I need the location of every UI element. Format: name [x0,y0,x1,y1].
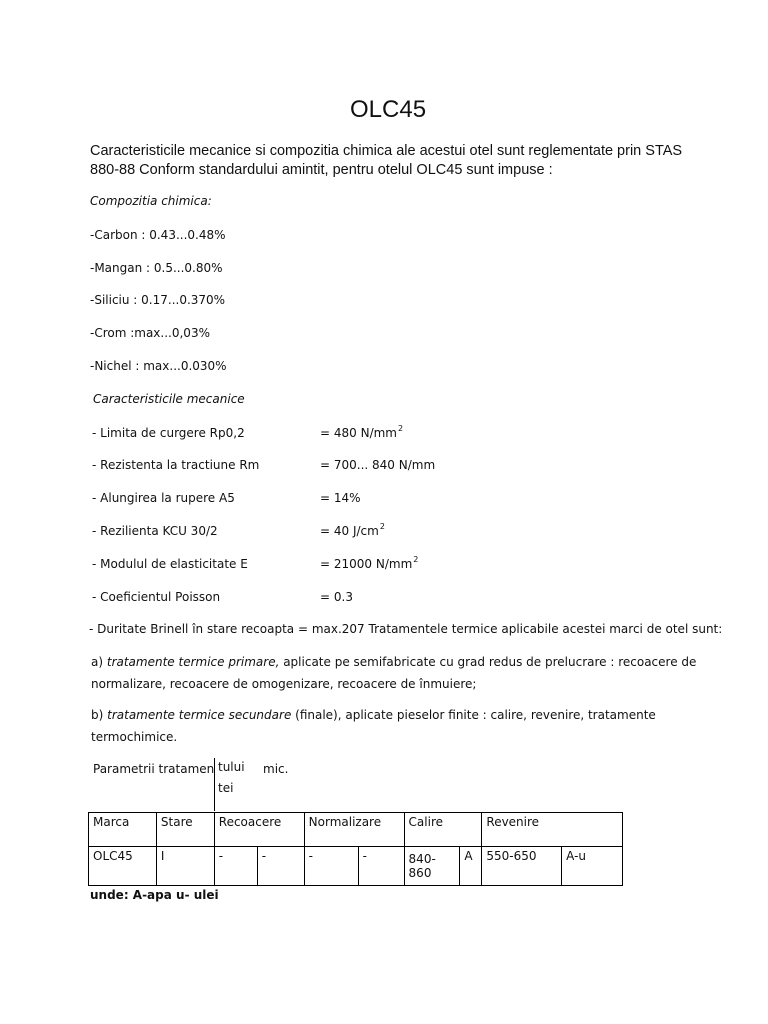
composition-nichel: -Nichel : max...0.030% [90,359,227,373]
cell-calire-temp: 840-860 [404,847,460,886]
page-title: OLC45 [350,96,427,123]
treatment-b-line-2: termochimice. [91,730,178,744]
header-revenire: Revenire [482,813,623,847]
header-normalizare: Normalizare [304,813,404,847]
mech-label-alungirea: - Alungirea la rupere A5 [92,491,235,505]
mech-label-rezistenta: - Rezistenta la tractiune Rm [92,458,260,472]
header-recoacere: Recoacere [214,813,304,847]
params-header-part2b: tei [218,781,234,795]
treatment-b-line-1: b) tratamente termice secundare (finale), aplicate pieselor finite : calire, revenire, tratamente [91,708,656,722]
mech-value-modulul: = 21000 $N/mm^2$ [320,555,419,571]
treatment-a-line-1: a) tratamente termice primare, aplicate pe semifabricate cu grad redus de prelucrare : recoacere de [91,655,697,669]
treatment-parameters-table [88,812,623,886]
mech-label-rezilienta: - Rezilienta KCU 30/2 [92,524,218,538]
mechanical-heading: Caracteristicile mecanice [93,392,245,406]
brinell-line: - Duritate Brinell în stare recoapta = max.207 Tratamentele termice aplicabile acestei marci de otel sunt: [89,622,723,636]
footer-note: unde: A-apa u- ulei [90,888,219,902]
table-header-row [89,813,623,847]
composition-heading: Compozitia chimica: [90,194,212,208]
composition-carbon: -Carbon : 0.43...0.48% [90,228,226,242]
mech-value-poisson: = 0.3 [320,590,353,604]
table-row [89,847,623,886]
composition-mangan: -Mangan : 0.5...0.80% [90,261,223,275]
header-marca: Marca [89,813,157,847]
mech-label-limita: - Limita de curgere Rp0,2 [92,426,245,440]
params-header-part1: Parametrii tratamen [93,762,215,776]
mech-value-alungirea: = 14% [320,491,361,505]
mech-label-poisson: - Coeficientul Poisson [92,590,221,604]
cell-normalizare-temp: - [304,847,358,886]
intro-line-1: Caracteristicile mecanice si compozitia chimica ale acestui otel sunt reglementate prin STAS [90,143,683,159]
composition-crom: -Crom :max...0,03% [90,326,210,340]
params-header-divider [214,758,215,811]
treatment-a-line-2: normalizare, recoacere de omogenizare, recoacere de înmuiere; [91,677,477,691]
cell-calire-medium: A [460,847,482,886]
params-header-part3: mic. [263,762,289,776]
composition-siliciu: -Siliciu : 0.17...0.370% [90,293,226,307]
cell-recoacere-temp: - [214,847,257,886]
header-stare: Stare [156,813,214,847]
intro-line-2: 880-88 Conform standardului amintit, pentru otelul OLC45 sunt impuse : [90,162,553,178]
mech-value-rezistenta: = 700... 840 N/mm [320,458,436,472]
mech-value-limita: = 480 $N/mm^2$ [320,424,404,440]
cell-revenire-medium: A-u [562,847,623,886]
params-header-part2a: tului [218,760,245,774]
cell-marca: OLC45 [89,847,157,886]
cell-normalizare-medium: - [358,847,404,886]
header-calire: Calire [404,813,482,847]
mech-value-rezilienta: = 40 $J/cm^2$ [320,522,385,538]
mech-label-modulul: - Modulul de elasticitate E [92,557,248,571]
cell-stare: I [156,847,214,886]
cell-recoacere-medium: - [257,847,304,886]
cell-revenire-temp: 550-650 [482,847,562,886]
